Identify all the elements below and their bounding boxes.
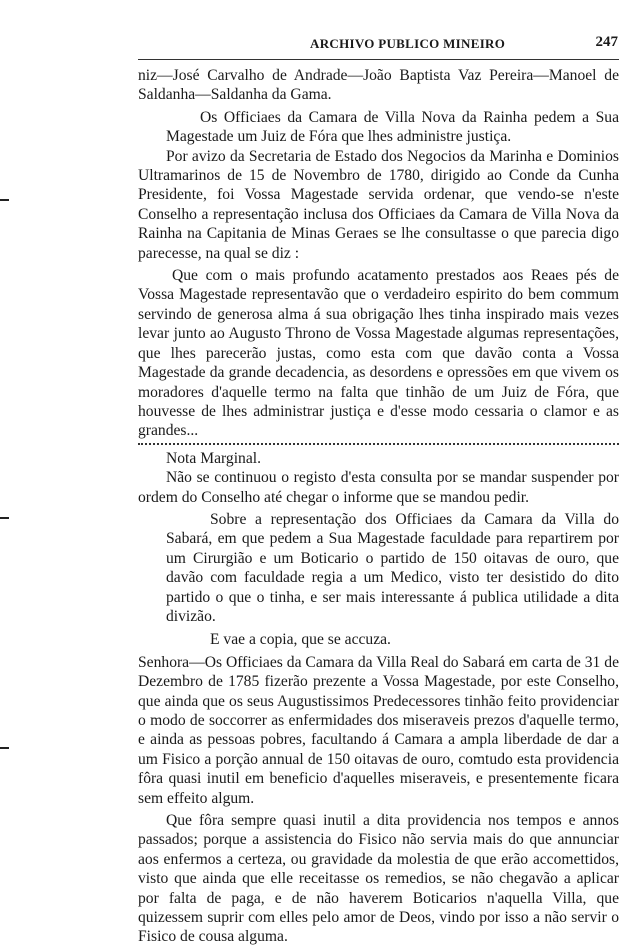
paragraph-signatures: niz—José Carvalho de Andrade—João Baptista Vaz Pereira—Manoel de Saldanha—Saldanha da Gama. — [138, 67, 619, 104]
running-title: ARCHIVO PUBLICO MINEIRO — [310, 36, 506, 51]
page-number: 247 — [595, 34, 618, 50]
paragraph-avizo: Por avizo da Secretaria de Estado dos Negocios da Marinha e Dominios Ultramarinos de 15 de Novembro de 1780, dirigido ao Conde da Cunha Presidente, foi Vossa Magestade servida ordenar, que vendo-se n'este Conselho a representação inclusa dos Officiaes da Camara de Villa Nova da Rainha na Capitania de Minas Geraes se lhe consultasse o que parecia digo parecesse, na qual se diz : — [138, 147, 619, 262]
paragraph-copy-note: E vae a copia, que se accuza. — [210, 631, 391, 649]
paragraph-marginal-note: Não se continuou o registo d'esta consulta por se mandar suspender por ordem do Conselho até chegar o informe que se mandou pedir. — [138, 469, 619, 506]
paragraph-heading-sabara — [138, 510, 619, 626]
header-rule — [138, 59, 619, 60]
paragraph-representation: Que com o mais profundo acatamento prestados aos Reaes pés de Vossa Magestade representavão que o verdadeiro espirito do bem commum servindo de generosa alma á sua obrigação lhes tinha inspirado mais vezes levar junto ao Augusto Throno de Vossa Magestade algumas representações, que lhes parecerão justas, como esta com que davão conta a Vossa Magestade da grande decadencia, as desordens e opressões em que vivem os moradores d'aquelle termo na falta que tinhão de um Juiz de Fóra, que houvesse de lhes administrar justiça e d'esse modo cessaria o clamor e as grandes... — [138, 267, 619, 440]
paragraph-senhora: Senhora—Os Officiaes da Camara da Villa Real do Sabará em carta de 31 de Dezembro de 1785 fizerão prezente a Vossa Magestade, por este Conselho, que ainda que os seus Augustissimos Predecessores tinhão feito providenciar o modo de soccorrer as enfermidades dos miseraveis prezos d'aquelle termo, e ainda as pessoas pobres, facultando á Camara a ampla liberdade de dar a um Fisico a porção annual de 150 oitavas de ouro, comtudo esta providencia fôra quasi inutil em beneficio d'aquelles miseraveis, e presentemente ficara sem effeito algum. — [138, 653, 619, 807]
heading-text: Sobre a representação dos Officiaes da Camara da Villa do Sabará, em que pedem a Sua Magestade faculdade para repartirem por um Cirurgião e um Boticario o partido de 150 oitavas de ouro, que davão com faculdade regia a um Medico, visto ter desistido do dito partido o que o tinha, e ser mais interessante á publica utilidade a dita divizão. — [166, 510, 619, 625]
page-header — [138, 34, 618, 58]
heading-text: Os Officiaes da Camara de Villa Nova da Rainha pedem a Sua Magestade um Juiz de Fóra que lhes administre justiça. — [166, 108, 619, 146]
page-edge-mark — [0, 517, 9, 519]
paragraph-marginal-note-title: Nota Marginal. — [166, 449, 261, 467]
paragraph-providencia: Que fôra sempre quasi inutil a dita providencia nos tempos e annos passados; porque a assistencia do Fisico não servia mais do que annunciar aos enfermos a certeza, ou gravidade da molestia de que erão accomettidos, visto que ainda que elle receitasse os remedios, se não chegavão a aplicar por falta de paga, e de não haverem Boticarios n'aquella Villa, que quizessem suprir com elles pelo amor de Deos, vindo por isso a não servir o Fisico de cousa alguma. — [138, 812, 619, 946]
body-text — [138, 66, 619, 947]
dotted-divider — [138, 443, 619, 445]
paragraph-heading-villa-nova — [138, 108, 619, 147]
page-edge-mark — [0, 199, 9, 201]
page-edge-mark — [0, 747, 9, 749]
